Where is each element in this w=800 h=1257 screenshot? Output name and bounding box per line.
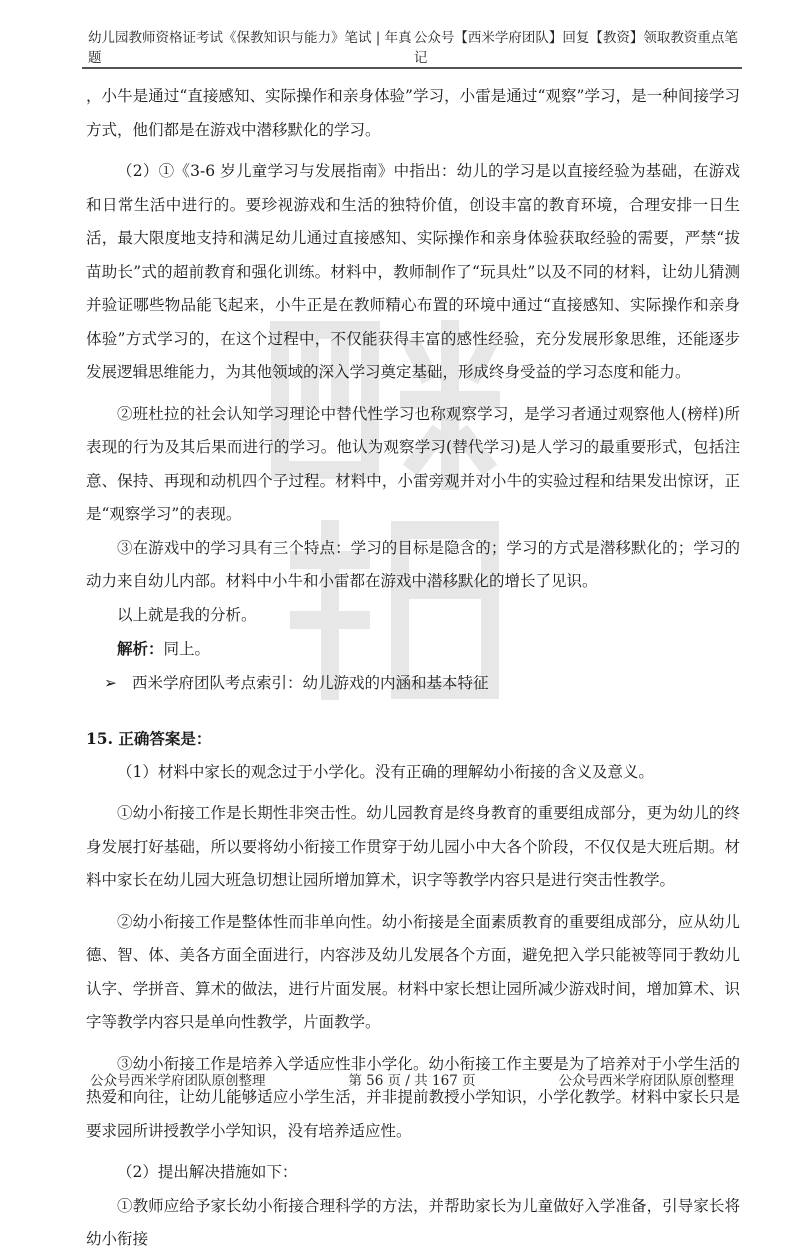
answer-paragraph: ①教师应给予家长幼小衔接合理科学的方法，并帮助家长为儿童做好入学准备，引导家长将幼小衔接: [86, 1196, 740, 1248]
keypoint-index: [86, 667, 740, 701]
question-title: 15. 正确答案是：: [86, 729, 212, 748]
paragraph: ②班杜拉的社会认知学习理论中替代性学习也称观察学习，是学习者通过观察他人(榜样)所表现的行为及其后果而进行的学习。他认为观察学习(替代学习)是人学习的最重要形式，包括注意、保持、再现和动机四个子过程。材料中，小雷旁观并对小牛的实验过程和结果发出惊讶，正是“观察学习”的表现。: [86, 404, 740, 523]
answer-paragraph: ①幼小衔接工作是长期性非突击性。幼儿园教育是终身教育的重要组成部分，更为幼儿的终身发展打好基础，所以要将幼小衔接工作贯穿于幼儿园小中大各个阶段，不仅仅是大班后期。材料中家长在幼儿园大班急切想让园所增加算术，识字等教学内容只是进行突击性教学。: [86, 804, 740, 889]
analysis-label: 解析：: [117, 639, 164, 658]
answer-paragraph: （1）材料中家长的观念过于小学化。没有正确的理解幼小衔接的含义及意义。: [117, 762, 654, 781]
page-number: 第 56 页 / 共 167 页: [348, 1073, 476, 1089]
paragraph: ③在游戏中的学习具有三个特点：学习的目标是隐含的；学习的方式是潜移默化的；学习的动力来自幼儿内部。材料中小牛和小雷都在游戏中潜移默化的增长了见识。: [86, 538, 740, 590]
answer-paragraph: ③幼小衔接工作是培养入学适应性非小学化。幼小衔接工作主要是为了培养对于小学生活的热爱和向往，让幼儿能够适应小学生活，并非提前教授小学知识，小学化教学。材料中家长只是要求园所讲授教学小学知识，没有培养适应性。: [86, 1054, 740, 1140]
answer-paragraph: （2）提出解决措施如下：: [117, 1163, 298, 1181]
paragraph: ，小牛是通过“直接感知、实际操作和亲身体验”学习，小雷是通过“观察”学习，是一种间接学习方式，他们都是在游戏中潜移默化的学习。: [86, 87, 740, 139]
header-right-note: 公众号【西米学府团队】回复【教资】领取教资重点笔记: [413, 30, 738, 66]
analysis-line: [86, 632, 740, 667]
header-left-title: 幼儿园教师资格证考试《保教知识与能力》笔试 | 年真题: [88, 30, 412, 66]
page-footer: [90, 1069, 734, 1089]
header-divider: [82, 67, 742, 69]
analysis-text: 同上。: [163, 640, 211, 658]
answer-paragraph: ②幼小衔接工作是整体性而非单向性。幼小衔接是全面素质教育的重要组成部分，应从幼儿德、智、体、美各方面全面进行，内容涉及幼儿发展各个方面，避免把入学只能被等同于教幼儿认字、学拼音、算术的做法，进行片面发展。材料中家长想让园所减少游戏时间，增加算术、识字等教学内容只是单向性教学，片面教学。: [86, 912, 740, 1031]
paragraph: （2）①《3-6 岁儿童学习与发展指南》中指出：幼儿的学习是以直接经验为基础，在游戏和日常生活中进行的。要珍视游戏和生活的独特价值，创设丰富的教育环境，合理安排一日生活，最大限度地支持和满足幼儿通过直接感知、实际操作和亲身体验获取经验的需要，严禁“拔苗助长”式的超前教育和强化训练。材料中，教师制作了“玩具灶”以及不同的材料，让幼儿猜测并验证哪些物品能飞起来，小牛正是在教师精心布置的环境中通过“直接感知、实际操作和亲身体验”方式学习的，在这个过程中，不仅能获得丰富的感性经验，充分发展形象思维，还能逐步发展逻辑思维能力，为其他领域的深入学习奠定基础，形成终身受益的学习态度和能力。: [86, 162, 740, 381]
page-header: [88, 30, 740, 66]
paragraph: 以上就是我的分析。: [117, 605, 257, 624]
keypoint-index-text: 西米学府团队考点索引：幼儿游戏的内涵和基本特征: [132, 673, 489, 692]
footer-left: 公众号西米学府团队原创整理: [90, 1073, 266, 1089]
arrow-bullet-icon: ➢: [104, 673, 117, 692]
footer-right: 公众号西米学府团队原创整理: [558, 1073, 734, 1089]
